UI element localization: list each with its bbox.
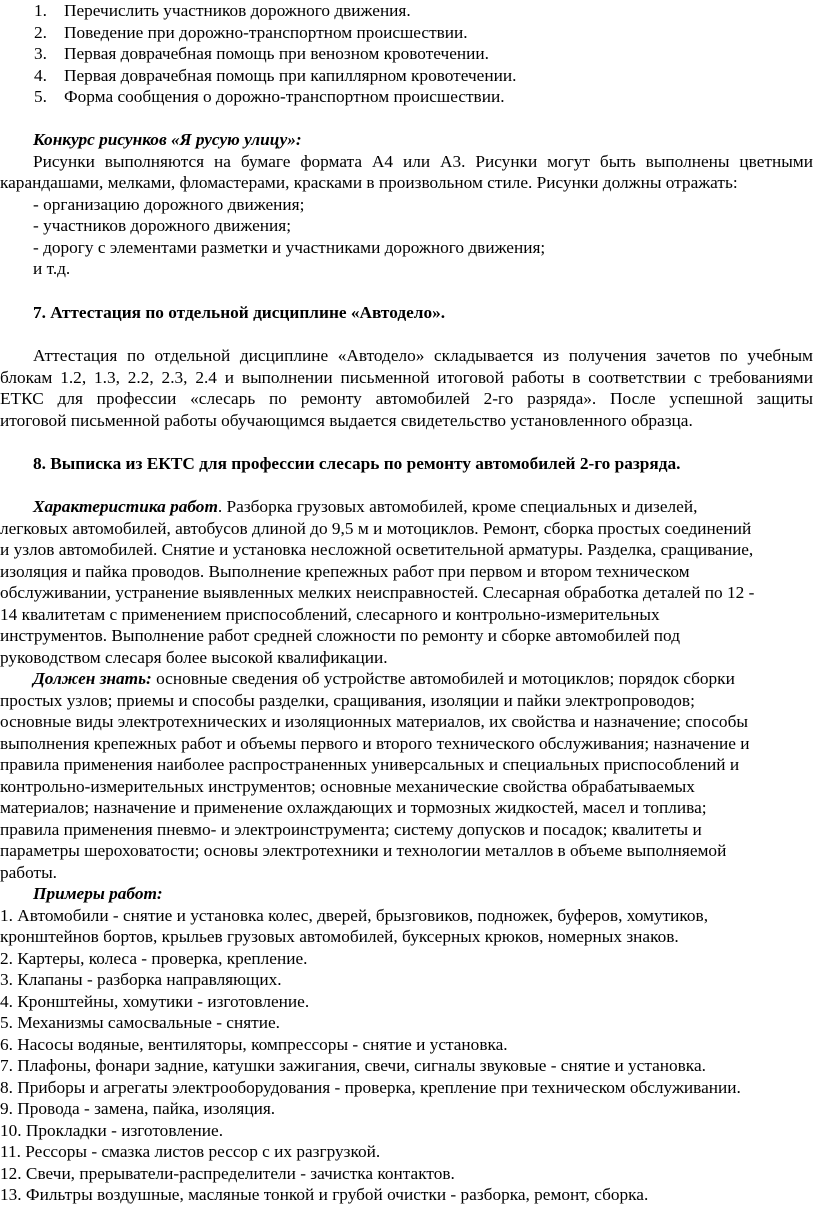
section-7-line: Аттестация по отдельной дисциплине «Автодело» складывается из получения зачетов по учебным [33, 346, 813, 365]
characteristic-line: руководством слесаря более высокой квалификации. [0, 648, 388, 667]
list-number: 2. [34, 23, 47, 42]
example-item: 10. Прокладки - изготовление. [0, 1121, 224, 1140]
examples-label: Примеры работ: [33, 884, 163, 903]
example-item: 2. Картеры, колеса - проверка, крепление. [0, 949, 308, 968]
example-item: 5. Механизмы самосвальные - снятие. [0, 1013, 280, 1032]
list-number: 4. [34, 66, 47, 85]
section-7-line: ЕТКС для профессии «слесарь по ремонту автомобилей 2-го разряда». После успешной защиты [0, 389, 813, 408]
characteristic-first-line [33, 496, 697, 518]
example-item: 7. Плафоны, фонари задние, катушки зажигания, свечи, сигналы звуковые - снятие и установка. [0, 1056, 706, 1075]
section-7-heading: 7. Аттестация по отдельной дисциплине «Автодело». [33, 303, 446, 322]
section-7-line: блокам 1.2, 1.3, 2.2, 2.3, 2.4 и выполнении письменной итоговой работы в соответствии с требованиями [0, 368, 813, 387]
list-text: Первая доврачебная помощь при венозном кровотечении. [64, 44, 489, 63]
contest-item: - дорогу с элементами разметки и участниками дорожного движения; [33, 238, 546, 257]
section-8-heading: 8. Выписка из ЕКТС для профессии слесарь по ремонту автомобилей 2-го разряда. [33, 454, 681, 473]
contest-paragraph-line: Рисунки выполняются на бумаге формата А4 или А3. Рисунки могут быть выполнены цветными [33, 152, 813, 171]
list-text: Поведение при дорожно-транспортном происшествии. [64, 23, 468, 42]
list-text: Форма сообщения о дорожно-транспортном происшествии. [64, 87, 505, 106]
section-7-line: итоговой письменной работы обучающимся выдается свидетельство установленного образца. [0, 411, 693, 430]
contest-item: - участников дорожного движения; [33, 216, 291, 235]
example-item: 11. Рессоры - смазка листов рессор с их разгрузкой. [0, 1142, 381, 1161]
example-item: 6. Насосы водяные, вентиляторы, компрессоры - снятие и установка. [0, 1035, 508, 1054]
knowledge-label: Должен знать: [33, 669, 152, 688]
contest-title: Конкурс рисунков «Я русую улицу»: [33, 130, 302, 149]
contest-item: - организацию дорожного движения; [33, 195, 305, 214]
example-item: 12. Свечи, прерыватели-распределители - зачистка контактов. [0, 1164, 455, 1183]
knowledge-line: контрольно-измерительных инструментов; основные механические свойства обрабатываемых [0, 777, 695, 796]
list-number: 5. [34, 87, 47, 106]
knowledge-line: выполнения крепежных работ и объемы первого и второго технического обслуживания; назначение и [0, 734, 750, 753]
characteristic-line: изоляция и пайка проводов. Выполнение крепежных работ при первом и втором техническом [0, 562, 690, 581]
list-number: 1. [34, 1, 47, 20]
knowledge-text: основные сведения об устройстве автомобилей и мотоциклов; порядок сборки [151, 669, 735, 688]
characteristic-line: 14 квалитетам с применением приспособлений, слесарного и контрольно-измерительных [0, 605, 660, 624]
example-item: 4. Кронштейны, хомутики - изготовление. [0, 992, 310, 1011]
list-text: Перечислить участников дорожного движения. [64, 1, 411, 20]
characteristic-line: инструментов. Выполнение работ средней сложности по ремонту и сборке автомобилей под [0, 626, 680, 645]
example-item: 3. Клапаны - разборка направляющих. [0, 970, 282, 989]
knowledge-line: параметры шероховатости; основы электротехники и технологии металлов в объеме выполняемой [0, 841, 727, 860]
characteristic-line: обслуживании, устранение выявленных мелких неисправностей. Слесарная обработка деталей по 12 - [0, 583, 755, 602]
list-number: 3. [34, 44, 47, 63]
characteristic-line: и узлов автомобилей. Снятие и установка несложной осветительной арматуры. Разделка, сращивание, [0, 540, 754, 559]
knowledge-line: основные виды электротехнических и изоляционных материалов, их свойства и назначение; способы [0, 712, 748, 731]
list-text: Первая доврачебная помощь при капиллярном кровотечении. [64, 66, 517, 85]
knowledge-line: простых узлов; приемы и способы разделки, сращивания, изоляции и пайки электропроводов; [0, 691, 695, 710]
contest-paragraph-line: карандашами, мелками, фломастерами, красками в произвольном стиле. Рисунки должны отражать: [0, 173, 738, 192]
example-item: 13. Фильтры воздушные, масляные тонкой и грубой очистки - разборка, ремонт, сборка. [0, 1185, 649, 1204]
example-item: 1. Автомобили - снятие и установка колес, дверей, брызговиков, подножек, буферов, хомутиков, [0, 906, 709, 925]
characteristic-label: Характеристика работ [33, 497, 218, 516]
knowledge-line: работы. [0, 863, 57, 882]
characteristic-text: . Разборка грузовых автомобилей, кроме специальных и дизелей, [217, 497, 698, 516]
knowledge-line: материалов; назначение и применение охлаждающих и тормозных жидкостей, масел и топлива; [0, 798, 707, 817]
example-item: 8. Приборы и агрегаты электрооборудования - проверка, крепление при техническом обслуживании. [0, 1078, 741, 1097]
contest-item: и т.д. [33, 259, 71, 278]
characteristic-line: легковых автомобилей, автобусов длиной до 9,5 м и мотоциклов. Ремонт, сборка простых соединений [0, 519, 752, 538]
knowledge-first-line [33, 668, 735, 690]
knowledge-line: правила применения пневмо- и электроинструмента; систему допусков и посадок; квалитеты и [0, 820, 702, 839]
example-item: кронштейнов бортов, крыльев грузовых автомобилей, буксерных крюков, номерных знаков. [0, 927, 679, 946]
example-item: 9. Провода - замена, пайка, изоляция. [0, 1099, 276, 1118]
knowledge-line: правила применения наиболее распространенных универсальных и специальных приспособлений и [0, 755, 740, 774]
